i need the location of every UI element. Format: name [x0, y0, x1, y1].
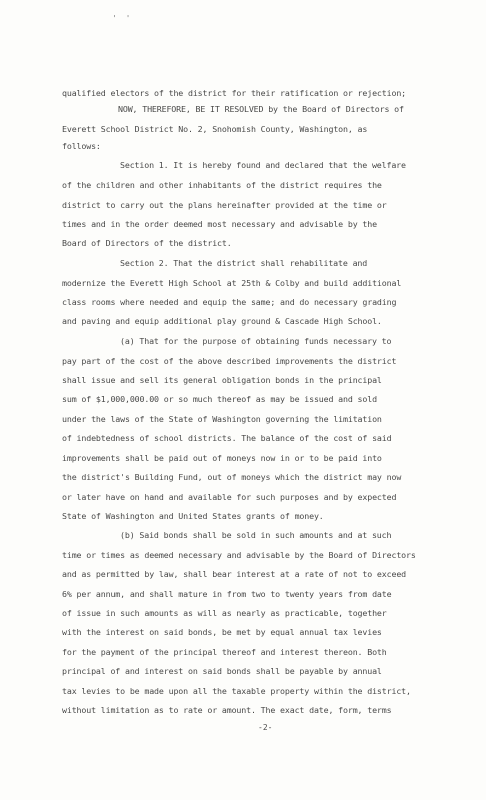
text-line: the district's Building Fund, out of moneys which the district may now: [62, 472, 402, 482]
text-line: (b) Said bonds shall be sold in such amounts and at such: [120, 530, 392, 540]
text-line: principal of and interest on said bonds shall be payable by annual: [62, 666, 382, 676]
text-line: of the children and other inhabitants of the district requires the: [62, 180, 382, 190]
text-line: pay part of the cost of the above described improvements the district: [62, 356, 397, 366]
text-line: Section 2. That the district shall rehabilitate and: [120, 258, 368, 268]
text-line: shall issue and sell its general obligation bonds in the principal: [62, 375, 382, 385]
page-number: -2-: [258, 723, 273, 732]
text-line: (a) That for the purpose of obtaining funds necessary to: [120, 336, 392, 346]
text-line: under the laws of the State of Washington governing the limitation: [62, 414, 382, 424]
text-line: qualified electors of the district for their ratification or rejection;: [62, 88, 407, 98]
text-line: Everett School District No. 2, Snohomish County, Washington, as: [62, 124, 368, 134]
text-line: modernize the Everett High School at 25th & Colby and build additional: [62, 278, 402, 288]
text-line: time or times as deemed necessary and advisable by the Board of Directors: [62, 550, 416, 560]
text-line: improvements shall be paid out of moneys now in or to be paid into: [62, 453, 382, 463]
text-line: of indebtedness of school districts. The balance of the cost of said: [62, 433, 392, 443]
text-line: times and in the order deemed most necessary and advisable by the: [62, 219, 377, 229]
text-line: with the interest on said bonds, be met by equal annual tax levies: [62, 627, 382, 637]
text-line: or later have on hand and available for such purposes and by expected: [62, 492, 397, 502]
text-line: of issue in such amounts as will as nearly as practicable, together: [62, 608, 387, 618]
text-line: without limitation as to rate or amount. The exact date, form, terms: [62, 705, 392, 715]
text-line: sum of $1,000,000.00 or so much thereof as may be issued and sold: [62, 394, 377, 404]
text-line: State of Washington and United States grants of money.: [62, 511, 324, 521]
text-line: and paving and equip additional play ground & Cascade High School.: [62, 316, 382, 326]
text-line: Section 1. It is hereby found and declared that the welfare: [120, 160, 406, 170]
text-line: follows:: [62, 141, 101, 151]
text-line: and as permitted by law, shall bear interest at a rate of not to exceed: [62, 569, 407, 579]
text-line: Board of Directors of the district.: [62, 238, 232, 248]
text-line: NOW, THEREFORE, BE IT RESOLVED by the Board of Directors of: [118, 104, 404, 114]
text-line: 6% per annum, and shall mature in from two to twenty years from date: [62, 589, 392, 599]
text-line: district to carry out the plans hereinafter provided at the time or: [62, 200, 387, 210]
text-line: class rooms where needed and equip the same; and do necessary grading: [62, 297, 397, 307]
header-mark: ' ': [112, 14, 133, 23]
text-line: tax levies to be made upon all the taxable property within the district,: [62, 686, 411, 696]
text-line: for the payment of the principal thereof and interest thereon. Both: [62, 647, 387, 657]
